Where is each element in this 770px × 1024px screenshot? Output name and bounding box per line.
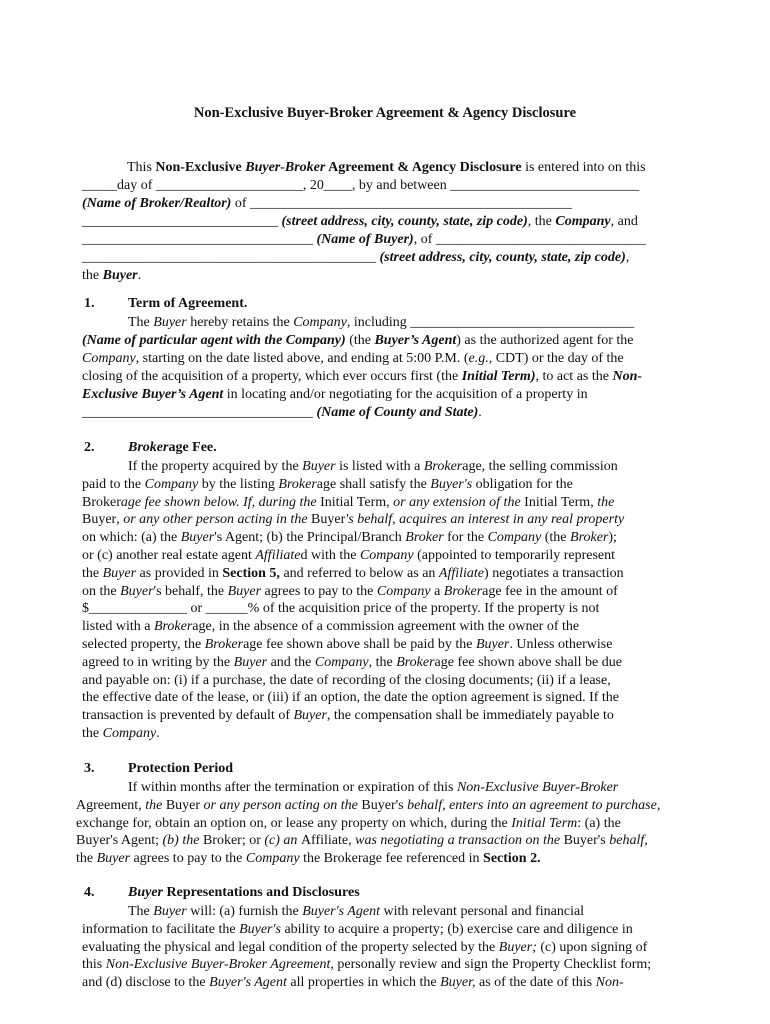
s4-line-5: and (d) disclose to the Buyer's Agent all properties in which the Buyer, as of the date of this Non-: [82, 975, 624, 991]
intro-line-2: _____day of _____________________, 20____, by and between ___________________________: [82, 178, 640, 193]
s2-line-11: selected property, the Brokerage fee shown above shall be paid by the Buyer. Unless otherwise: [82, 637, 613, 652]
s2-line-12: agreed to in writing by the Buyer and the Company, the Brokerage fee shown above shall be due: [82, 654, 622, 670]
intro-line-4: ____________________________ (street address, city, county, state, zip code), the Company, and: [82, 214, 638, 229]
s2-line-3: Brokerage fee shown below. If, during the Initial Term, or any extension of the Initial Term, the: [82, 494, 615, 510]
s3-line-4: Buyer's Agent; (b) the Broker; or (c) an Affiliate, was negotiating a transaction on the Buyer's behalf,: [76, 833, 648, 849]
s4-line-2: information to facilitate the Buyer's ability to acquire a property; (b) exercise care and diligence in: [82, 921, 633, 937]
section-4-number: 4.: [84, 885, 95, 900]
s2-line-5: on which: (a) the Buyer's Agent; (b) the Principal/Branch Broker for the Company (the Broker);: [82, 530, 617, 546]
s2-line-8: on the Buyer's behalf, the Buyer agrees to pay to the Company a Brokerage fee in the amount of: [82, 583, 618, 599]
document-title: Non-Exclusive Buyer-Broker Agreement & Agency Disclosure: [193, 105, 577, 121]
section-1-line-2: (Name of particular agent with the Company) (the Buyer’s Agent) as the authorized agent for the: [82, 333, 634, 348]
s2-line-7: the Buyer as provided in Section 5, and referred to below as an Affiliate) negotiates a transaction: [82, 565, 624, 581]
s2-line-1: If the property acquired by the Buyer is listed with a Brokerage, the selling commission: [128, 459, 618, 474]
section-4-heading: Buyer Representations and Disclosures: [128, 885, 360, 900]
s2-line-14: the effective date of the lease, or (iii) if an option, the date the option agreement is signed. If the: [82, 690, 619, 706]
section-1-number: 1.: [84, 296, 95, 311]
s2-line-4: Buyer, or any other person acting in the Buyer's behalf, acquires an interest in any real property: [82, 512, 625, 528]
section-1-heading: Term of Agreement.: [128, 296, 248, 311]
s2-line-9: $______________ or ______% of the acquisition price of the property. If the property is not: [82, 601, 600, 617]
intro-line-1: This Non-Exclusive Buyer-Broker Agreement & Agency Disclosure is entered into on this: [127, 160, 646, 175]
section-1-line-6: _________________________________ (Name of County and State).: [82, 405, 482, 420]
intro-line-3: (Name of Broker/Realtor) of ______________________________________________: [82, 196, 572, 211]
s3-line-1: If within months after the termination or expiration of this Non-Exclusive Buyer-Broker: [128, 780, 619, 795]
section-1-line-4: closing of the acquisition of a property, which ever occurs first (the Initial Term), to act as the Non-: [82, 369, 643, 384]
intro-line-6: __________________________________________ (street address, city, county, state, zip code),: [82, 250, 630, 265]
section-1-line-1: The Buyer hereby retains the Company, including ________________________________: [128, 315, 635, 330]
s2-line-15: transaction is prevented by default of Buyer, the compensation shall be immediately payable to: [82, 708, 614, 724]
s2-line-6: or (c) another real estate agent Affiliated with the Company (appointed to temporarily represent: [82, 548, 616, 563]
section-2-number: 2.: [84, 440, 95, 455]
s2-line-2: paid to the Company by the listing Brokerage shall satisfy the Buyer's obligation for the: [82, 476, 573, 492]
s2-line-16: the Company.: [82, 726, 160, 741]
s4-line-1: The Buyer will: (a) furnish the Buyer's Agent with relevant personal and financial: [128, 904, 585, 919]
intro-line-5: _________________________________ (Name of Buyer), of ______________________________: [82, 232, 646, 247]
section-3-number: 3.: [84, 761, 95, 776]
section-2-heading: Brokerage Fee.: [128, 440, 217, 455]
s3-line-3: exchange for, obtain an option on, or lease any property on which, during the Initial Term: (a) the: [76, 815, 621, 831]
s2-line-10: listed with a Brokerage, in the absence of a commission agreement with the owner of the: [82, 619, 580, 635]
s3-line-2: Agreement, the Buyer or any person acting on the Buyer's behalf, enters into an agreement to purchase,: [76, 797, 661, 813]
s4-line-3: evaluating the physical and legal condition of the property selected by the Buyer; (c) upon signing of: [82, 939, 648, 955]
section-1-line-3: Company, starting on the date listed above, and ending at 5:00 P.M. (e.g., CDT) or the day of the: [82, 351, 624, 366]
section-1-line-5: Exclusive Buyer’s Agent in locating and/or negotiating for the acquisition of a property in: [82, 387, 588, 402]
s2-line-13: and payable on: (i) if a purchase, the date of recording of the closing documents; (ii) if a lease,: [82, 672, 611, 688]
s3-line-5: the Buyer agrees to pay to the Company the Brokerage fee referenced in Section 2.: [76, 851, 541, 867]
section-3-heading: Protection Period: [128, 761, 234, 776]
intro-line-7: the Buyer.: [82, 268, 142, 283]
s4-line-4: this Non-Exclusive Buyer-Broker Agreement, personally review and sign the Property Checklist form;: [82, 957, 652, 973]
